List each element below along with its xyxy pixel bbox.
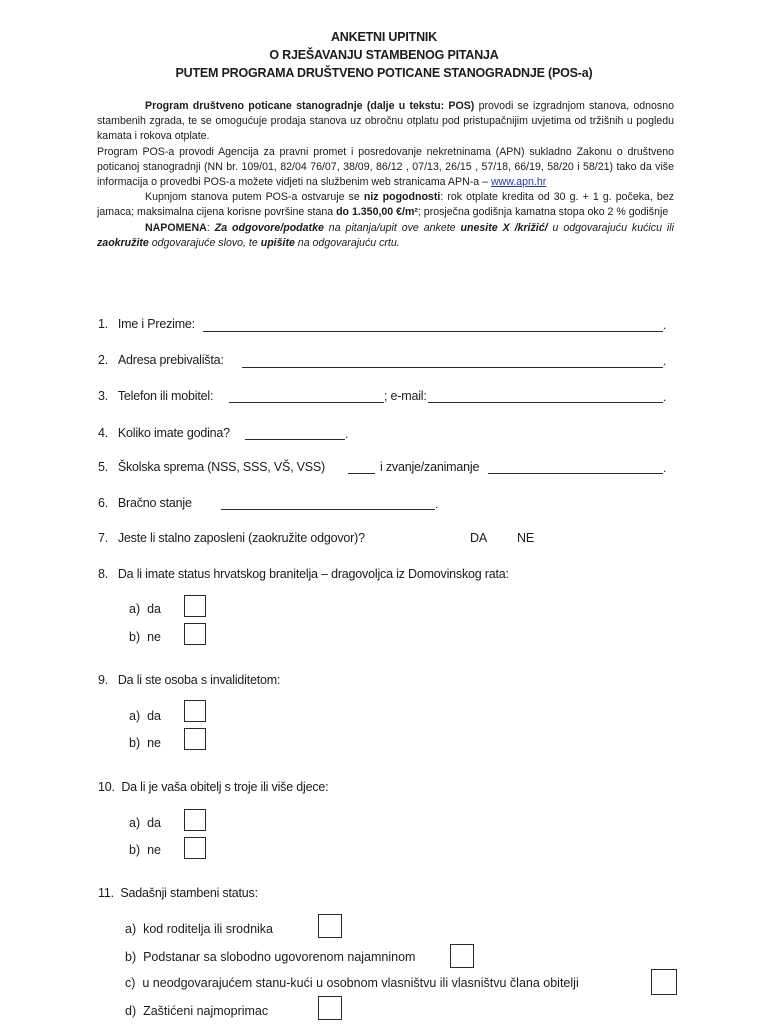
employed-no-option[interactable]: NE — [517, 531, 534, 545]
address-answer-line[interactable] — [242, 367, 663, 368]
title-line-2: O RJEŠAVANJU STAMBENOG PITANJA — [269, 48, 499, 62]
q8-option-b-label: ne — [147, 630, 161, 644]
q11-c-checkbox[interactable] — [651, 969, 677, 995]
employed-yes-option[interactable]: DA — [470, 531, 487, 545]
q9-yes-checkbox[interactable] — [184, 700, 206, 722]
q1-end-dot: . — [663, 318, 667, 332]
q11-a-checkbox[interactable] — [318, 914, 342, 938]
q10-option-b-letter: b) — [129, 843, 141, 857]
intro-p4-h: odgovarajuće slovo, te — [148, 236, 261, 249]
q11-d-checkbox[interactable] — [318, 996, 342, 1020]
q8-no-checkbox[interactable] — [184, 623, 206, 645]
q11-b-checkbox[interactable] — [450, 944, 474, 968]
q6-end-dot: . — [435, 497, 439, 511]
question-4 — [98, 426, 230, 440]
q8-option-b-letter: b) — [129, 630, 141, 644]
q11-option-a — [125, 922, 273, 936]
q4-end-dot: . — [345, 427, 349, 441]
question-3-text: Telefon ili mobitel: — [117, 389, 214, 403]
intro-p2-text: Program POS-a provodi Agencija za pravni promet i posredovanje nekretninama (APN) sukladno Zakonu o društveno poticanoj stanogradnji (NN br. 109/01, 82/04 76/07, 38/09, 86/12 , 07/13, 26/15 , 57/18, 66/19, 58/20 i 58/21) tako da više informacija o provedbi POS-a možete vidjeti na službenim web stranicama APN-a – — [97, 145, 674, 189]
intro-p3-e: ; prosječna godišnja kamatna stopa oko 2 % godišnje — [417, 206, 669, 219]
q9-option-a-label: da — [147, 709, 161, 723]
q10-option-a-label: da — [147, 816, 161, 830]
intro-p4-d: na pitanja/upit ove ankete — [323, 221, 461, 234]
intro-p4-c: Za odgovore/podatke — [214, 221, 324, 234]
intro-p4-b: : — [206, 221, 215, 234]
intro-p1-rest: provodi se izgradnjom stanova, odnosno stambenih zgrada, te se omogućuje prodaja stanova uz obročnu otplatu pod pristupačnijim uvjetima od tržišnih u pogledu kamata i rokova otplate. — [97, 100, 674, 143]
question-6-text: Bračno stanje — [117, 496, 192, 510]
intro-p4-a: NAPOMENA — [145, 221, 207, 234]
intro-p3-a: Kupnjom stanova putem POS-a ostvaruje se — [145, 191, 364, 204]
intro-paragraph-3 — [97, 190, 674, 220]
q9-no-checkbox[interactable] — [184, 728, 206, 750]
intro-p4-g: zaokružite — [97, 236, 149, 249]
question-9-number: 9. — [98, 673, 109, 687]
question-6-number: 6. — [98, 496, 109, 510]
question-11-number: 11. — [98, 886, 114, 900]
q11-option-b-letter: b) — [125, 950, 137, 964]
question-9 — [98, 673, 280, 687]
q11-option-a-letter: a) — [125, 922, 137, 936]
age-answer-line[interactable] — [245, 439, 345, 440]
question-10-number: 10. — [98, 780, 115, 794]
occupation-answer-line[interactable] — [488, 473, 663, 474]
intro-paragraph-1 — [97, 99, 674, 145]
question-7 — [98, 531, 365, 545]
question-2-number: 2. — [98, 353, 109, 367]
question-10-text: Da li je vaša obitelj s troje ili više djece: — [121, 780, 329, 794]
question-11-text: Sadašnji stambeni status: — [120, 886, 258, 900]
question-5-number: 5. — [98, 460, 109, 474]
email-answer-line[interactable] — [428, 402, 663, 403]
q11-option-d — [125, 1004, 268, 1018]
intro-p4-f: u odgovarajuću kućicu ili — [547, 221, 674, 234]
q9-option-b — [129, 736, 161, 750]
question-1-text: Ime i Prezime: — [117, 317, 195, 331]
question-8-number: 8. — [98, 567, 109, 581]
intro-p4-j: na odgovarajuću crtu. — [294, 236, 400, 249]
q10-no-checkbox[interactable] — [184, 837, 206, 859]
q8-option-a-label: da — [147, 602, 161, 616]
q9-option-b-letter: b) — [129, 736, 141, 750]
q10-yes-checkbox[interactable] — [184, 809, 206, 831]
question-8-text: Da li imate status hrvatskog branitelja – dragovoljca iz Domovinskog rata: — [117, 567, 509, 581]
q11-option-d-label: Zaštićeni najmoprimac — [143, 1004, 269, 1018]
intro-text — [97, 99, 674, 251]
question-1 — [98, 317, 195, 331]
q11-option-b — [125, 950, 415, 964]
question-1-number: 1. — [98, 317, 109, 331]
q10-option-a — [129, 816, 161, 830]
intro-paragraph-4 — [97, 221, 674, 251]
intro-p4-i: upišite — [260, 236, 295, 249]
education-answer-line[interactable] — [348, 473, 375, 474]
question-3-email-label: ; e-mail: — [384, 389, 427, 403]
question-2-text: Adresa prebivališta: — [117, 353, 224, 367]
name-answer-line[interactable] — [203, 331, 663, 332]
q11-option-b-label: Podstanar sa slobodno ugovorenom najamninom — [143, 950, 416, 964]
q10-option-b-label: ne — [147, 843, 161, 857]
apn-link[interactable]: www.apn.hr — [490, 176, 547, 189]
q5-end-dot: . — [663, 461, 667, 475]
q8-option-a-letter: a) — [129, 602, 141, 616]
question-8 — [98, 567, 509, 581]
q8-option-b — [129, 630, 161, 644]
question-4-text: Koliko imate godina? — [117, 426, 230, 440]
question-10 — [98, 780, 328, 794]
question-9-text: Da li ste osoba s invaliditetom: — [117, 673, 281, 687]
q10-option-a-letter: a) — [129, 816, 141, 830]
title-line-3: PUTEM PROGRAMA DRUŠTVENO POTICANE STANOGRADNJE (POS-a) — [175, 66, 593, 80]
q2-end-dot: . — [663, 354, 667, 368]
question-3 — [98, 389, 213, 403]
question-5-text: Školska sprema (NSS, SSS, VŠ, VSS) — [117, 460, 326, 474]
question-6 — [98, 496, 192, 510]
q8-yes-checkbox[interactable] — [184, 595, 206, 617]
intro-p3-c: : rok otplate kredita od 30 g. + 1 g. počeka, bez jamaca; maksimalna cijena korisne površine stana — [97, 191, 675, 219]
q11-option-c-label: u neodgovarajućem stanu-kući u osobnom vlasništvu ili vlasništvu člana obitelji — [142, 976, 579, 990]
question-11 — [98, 886, 258, 900]
q11-option-c — [125, 976, 579, 990]
intro-p1-bold: Program društveno poticane stanogradnje (dalje u tekstu: POS) — [145, 100, 475, 112]
q11-option-d-letter: d) — [125, 1004, 137, 1018]
intro-p3-d: do 1.350,00 €/m² — [336, 206, 418, 219]
q8-option-a — [129, 602, 161, 616]
q3-end-dot: . — [663, 390, 667, 404]
marital-status-answer-line[interactable] — [221, 509, 435, 510]
question-4-number: 4. — [98, 426, 109, 440]
q9-option-a-letter: a) — [129, 709, 141, 723]
q11-option-a-label: kod roditelja ili srodnika — [143, 922, 274, 936]
intro-p4-e: unesite X /križić/ — [460, 221, 548, 234]
question-7-number: 7. — [98, 531, 109, 545]
question-5-occupation-label: i zvanje/zanimanje — [380, 460, 480, 474]
q10-option-b — [129, 843, 161, 857]
question-3-number: 3. — [98, 389, 109, 403]
intro-p3-b: niz pogodnosti — [363, 191, 441, 204]
question-2 — [98, 353, 224, 367]
phone-answer-line[interactable] — [229, 402, 384, 403]
title-line-1: ANKETNI UPITNIK — [330, 30, 438, 44]
question-7-text: Jeste li stalno zaposleni (zaokružite odgovor)? — [117, 531, 365, 545]
q9-option-b-label: ne — [147, 736, 161, 750]
intro-paragraph-2 — [97, 145, 674, 191]
question-5 — [98, 460, 325, 474]
q9-option-a — [129, 709, 161, 723]
q11-option-c-letter: c) — [125, 976, 136, 990]
